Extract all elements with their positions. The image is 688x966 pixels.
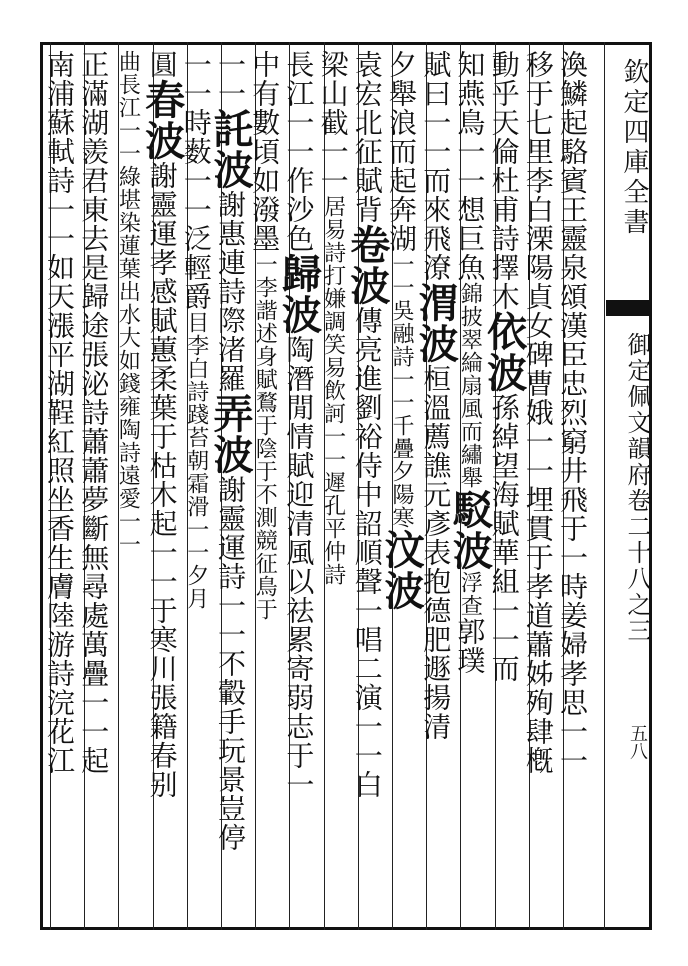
text-column bbox=[446, 50, 494, 675]
entry-headword: 依波 bbox=[480, 311, 528, 393]
text-column bbox=[480, 50, 528, 683]
column-text: 謝靈運孝感賦蕙柔葉于枯木起一一于寒川張籍春别 bbox=[145, 161, 179, 799]
column-text: 正滿湖羨君東去是歸途張泌詩蕭蕭夢斷無尋處萬疊一一起 bbox=[77, 50, 111, 775]
text-column bbox=[207, 50, 254, 852]
column-text: 一一時薮一一泛輕爵 bbox=[179, 50, 213, 311]
column-text: 知燕鳥一一想巨魚 bbox=[453, 50, 487, 282]
column-text: 移于七里李白溧陽貞女碑曹娥一一埋貫于孝道蕭姊殉肆槪 bbox=[521, 50, 555, 775]
text-column bbox=[343, 50, 391, 799]
column-text: 孫綽望海賦華組一一而 bbox=[487, 393, 521, 683]
column-text: 謝惠連詩際渚羅 bbox=[214, 190, 247, 393]
text-column bbox=[275, 50, 323, 799]
column-text: 賦曰一一而來飛潦 bbox=[419, 50, 453, 282]
text-column bbox=[556, 50, 596, 775]
column-text: 桓溫薦譙元彥表抱德肥遯揚清 bbox=[419, 364, 453, 741]
column-text: 陶潛閒情賦迎清風以祛累寄弱志于一 bbox=[282, 335, 316, 799]
column-text: 謝靈運詩一一不轂手玩景豈停 bbox=[214, 475, 247, 852]
text-column bbox=[316, 50, 357, 586]
text-column bbox=[138, 50, 186, 799]
column-text: 南浦蘇軾詩一一如天漲平湖鞓紅照坐香生膚陸游詩浣花江 bbox=[43, 50, 76, 775]
column-text: 郭璞 bbox=[453, 617, 487, 675]
column-text: 浮查 bbox=[457, 571, 483, 617]
text-column bbox=[77, 50, 117, 775]
text-column bbox=[43, 50, 83, 775]
fishtail-mark bbox=[606, 300, 650, 316]
section-title: 御定佩文韻府卷二十八之三 bbox=[623, 332, 651, 644]
entry-headword: 駁波 bbox=[446, 489, 494, 571]
column-text: 夕舉浪而起奔湖 bbox=[385, 50, 418, 253]
column-text: 袁宏北征賦背 bbox=[350, 50, 384, 224]
column-text: 錦披翠綸扇風而繡舉 bbox=[457, 282, 483, 489]
entry-headword: 歸波 bbox=[275, 253, 323, 335]
text-column bbox=[179, 50, 220, 610]
column-text: 目李白詩踐苔朝霜滑一一夕月 bbox=[183, 311, 209, 610]
column-text: 渙鱗起駱賓王靈泉頌漢臣忠烈窮井飛于一時姜婦孝思一一 bbox=[556, 50, 589, 775]
entry-headword: 汶波 bbox=[378, 529, 425, 611]
entry-headword: 卷波 bbox=[343, 224, 391, 306]
column-text: 長江一一作沙色 bbox=[282, 50, 316, 253]
text-column bbox=[378, 50, 425, 611]
column-text: 圓 bbox=[145, 50, 179, 79]
entry-headword: 春波 bbox=[138, 79, 186, 161]
text-column bbox=[412, 50, 460, 741]
column-text: 動乎天倫杜甫詩擇木 bbox=[487, 50, 521, 311]
text-column bbox=[248, 50, 288, 621]
column-text: 一一吳融詩一一千疊夕陽寒 bbox=[389, 253, 414, 529]
page-number: 五八 bbox=[627, 724, 648, 760]
column-text: 一一 bbox=[214, 50, 247, 108]
text-column bbox=[115, 50, 151, 556]
column-text: 曲長江一一綠堪染蓮葉出水大如錢雍陶詩遠愛一一 bbox=[115, 50, 141, 556]
entry-headword: 託波 bbox=[207, 108, 254, 190]
column-text: 居易詩打嫌調笑易飲訶一一遲孔平仲詩 bbox=[320, 195, 346, 586]
column-text: 一李諧述身賦鶩于陰于不測競征鳥于 bbox=[252, 253, 278, 621]
text-column bbox=[521, 50, 562, 775]
column-text: 梁山截一一 bbox=[316, 50, 350, 195]
book-title: 欽定四庫全書 bbox=[619, 58, 649, 238]
entry-headword: 渭波 bbox=[412, 282, 460, 364]
column-text: 中有數頃如潑墨 bbox=[248, 50, 282, 253]
column-text: 傳亮進劉裕侍中詔順聲一唱二演一一白 bbox=[350, 306, 384, 799]
entry-headword: 弄波 bbox=[207, 393, 254, 475]
